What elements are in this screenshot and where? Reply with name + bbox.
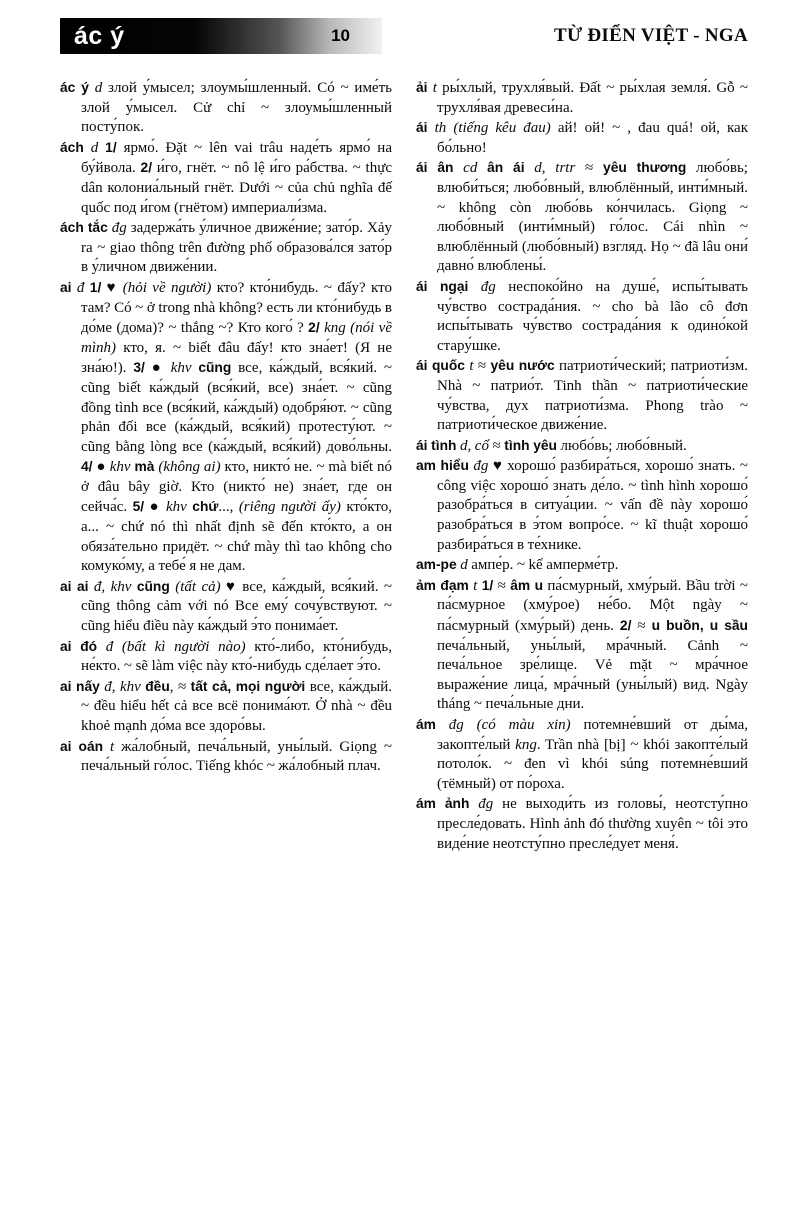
italic-label: t (427, 80, 443, 96)
italic-label: khv (109, 459, 135, 476)
italic-label: đg (107, 220, 131, 237)
bold-term: ái quốc (416, 358, 465, 374)
column-right (416, 78, 748, 854)
italic-label: d (88, 80, 109, 96)
bold-term: am hiểu (416, 458, 469, 474)
bold-term: ách tắc (60, 220, 108, 236)
bold-term: 1/ (105, 139, 117, 155)
dictionary-entry (416, 794, 748, 854)
bold-term: ai (60, 279, 72, 295)
dictionary-entry (416, 715, 748, 794)
definition-text: ≈ (492, 437, 505, 454)
italic-label: đ (71, 279, 90, 296)
definition-text: все, ка́ждый. ~ đều hiểu hết cả все всё понима́ют. Ở nhà ~ đều khoẻ mạnh до́ма все здоро́вы. (81, 678, 392, 734)
italic-label: đg (468, 458, 493, 475)
bold-term: đều (145, 678, 170, 694)
definition-text: ♥ хорошо́ разбира́ться, хорошо́ знать. ~ công việc хорошо́ знать де́ло. ~ tình hình хорошо́ разобра́ться в ситуа́ции. ~ vấn đề này хорошо́ разобра́ться в э́том вопро́се. ~ kĩ thuật хорошо́ разбира́ться в те́хнике. (437, 458, 749, 553)
bold-term: mà (134, 459, 155, 475)
italic-label: (hỏi về người) (122, 279, 212, 296)
bold-term: chứ (192, 499, 219, 515)
bold-term: ách (60, 139, 84, 155)
italic-label: (nói về mình) (81, 320, 392, 356)
page-number: 10 (331, 26, 350, 45)
italic-label: đ, khv (99, 678, 146, 695)
italic-label: khv (165, 499, 193, 516)
definition-text: задержа́ть у́личное движе́ние; зато́р. Xảy ra ~ giao thông trên đường phố образова́лся зато́р в у́личном движе́нии. (81, 220, 392, 276)
italic-label: d (83, 139, 106, 156)
bold-term: am-pe (416, 557, 457, 573)
dictionary-entry (60, 78, 392, 138)
bold-term: u buồn, u sầu (651, 618, 748, 634)
bold-term: ảm đạm (416, 577, 469, 593)
bold-term: ám ảnh (416, 796, 470, 812)
definition-text: ● (92, 459, 110, 476)
bold-term: ác ý (60, 80, 89, 95)
italic-label: đ (97, 638, 122, 655)
bold-term: ải (416, 80, 428, 95)
dictionary-entry (416, 356, 748, 435)
guide-word-band (60, 18, 382, 54)
bold-term: 5/ (132, 499, 145, 515)
definition-text: и́го, гнёт. ~ nô lệ и́го ра́бства. ~ thực dân колониа́льный гнёт. Dưới ~ của chủ nghĩa đế quốc под и́гом (гнётом) империали́зма. (81, 160, 392, 216)
definition-text: все, ка́ждый, вся́кий. ~ cũng biết ка́ждый (вся́кий, все) зна́ет. ~ cũng đồng tình все (вся́кий, ка́ждый) одобря́ют. ~ cũng phản đối все (ка́ждый, вся́кий) протесту́ют. ~ cũng bằng lòng все (ка́ждый, вся́кий) дово́льны. (81, 360, 392, 455)
bold-term: ân ái (487, 160, 525, 176)
italic-label: đg (468, 278, 509, 295)
book-title: TỪ ĐIỂN VIỆT - NGA (553, 25, 748, 46)
italic-label: đg (469, 796, 503, 813)
italic-label: khv (170, 360, 199, 377)
italic-label: th (427, 120, 454, 137)
definition-text: любо́вь; влюби́ться; любо́вный, влюблённый, инти́мный. ~ không còn любо́вь ко́нчилась. Giọng ~ любо́вный (инти́мный) го́лос. Cái nhìn ~ влюблённый (любо́вный) взгляд. Họ ~ đã lâu они́ давно́ влюблены́. (437, 160, 748, 275)
italic-label: (riêng người ấy) (238, 499, 341, 516)
definition-text: кто? кто́нибудь. ~ đấy? кто там? Có ~ ở trong nhà không? есть ли кто́нибудь в до́ме (дома)? ~ thắng ~? Кто кого́ ? (81, 279, 392, 337)
guide-word: ác ý (74, 21, 125, 50)
definition-text: кто́-либо, кто́нибудь, не́кто. ~ sẽ làm việc này кто́-нибудь сде́лает э́то. (81, 638, 392, 675)
bold-term: ai nấy (60, 678, 100, 694)
definition-text: ● (144, 499, 166, 516)
definition-text: ● (144, 360, 171, 377)
definition-text: потемне́вший от ды́ма, закопте́лый (437, 717, 748, 753)
bold-term: 2/ (140, 160, 153, 176)
dictionary-entry (416, 555, 748, 576)
definition-text: ..., (218, 499, 239, 516)
definition-text: . Trần nhà [bị] ~ khói закопте́лый потоло́к. ~ đen vì khói súng потемне́вший (тёмный) от по́роха. (437, 736, 748, 792)
dictionary-entry (60, 138, 392, 218)
bold-term: âm u (510, 577, 544, 593)
bold-term: ai ai (60, 578, 89, 594)
dictionary-entry (60, 737, 392, 777)
definition-text: кто́кто, а... ~ chứ nó thì nhất định sẽ đến кто́кто, а он обяза́тельно придёт. ~ chứ mày thì tao không cho комуко́му, а тебе́ я не дам. (81, 499, 392, 575)
bold-term: ái ngại (416, 278, 469, 294)
italic-label: kng (515, 736, 537, 753)
dictionary-entry (60, 677, 392, 737)
italic-label: (bất kì người nào) (121, 638, 246, 655)
definition-text: печа́льный, уны́лый, мра́чный. Cảnh ~ печа́льное зре́лище. Vẻ mặt ~ мра́чное выраже́ние лица́, мра́чный (уны́лый) вид. Ngày tháng ~ печа́льные дни. (437, 637, 748, 713)
italic-label: kng (319, 320, 351, 337)
italic-label: d, trtr (524, 160, 586, 177)
column-left (60, 78, 392, 854)
bold-term: ái tình (416, 437, 457, 453)
bold-term: 2/ (308, 320, 320, 336)
dictionary-entry (416, 436, 748, 457)
definition-text: па́смурный, хму́рый. Bầu trời ~ па́смурное (хму́рое) не́бо. Một ngày ~ па́смурный (хму́рый) день. (437, 577, 748, 635)
dictionary-entry (416, 277, 748, 356)
bold-term: yêu thương (603, 160, 687, 176)
definition-text: ≈ (477, 358, 491, 375)
bold-term: 4/ (81, 459, 93, 475)
bold-term: ái ân (416, 160, 454, 176)
italic-label: (có màu xin) (476, 717, 571, 733)
bold-term: 2/ (619, 618, 632, 634)
italic-label: đg (435, 717, 477, 733)
dictionary-entry (416, 118, 748, 158)
italic-label: d (456, 557, 472, 574)
dictionary-body (0, 54, 800, 884)
bold-term: ai oán (60, 738, 104, 754)
dictionary-entry (416, 158, 748, 277)
dictionary-entry (416, 78, 748, 118)
italic-label: đ, khv (88, 578, 137, 595)
page-header (0, 0, 800, 54)
bold-term: tình yêu (504, 437, 557, 453)
definition-text: ♥ (101, 279, 123, 296)
italic-label: (tiếng kêu đau) (453, 120, 551, 137)
bold-term: tất cả, mọi người (190, 678, 306, 694)
italic-label: (tất cả) (175, 578, 221, 595)
definition-text: любо́вь; любо́вный. (557, 437, 687, 454)
definition-text: ≈ (585, 160, 604, 177)
italic-label: t (468, 577, 482, 594)
definition-text: кто, я. ~ biết đâu đấy! кто зна́ет! (Я не зна́ю!). (81, 339, 392, 377)
definition-text: патриоти́ческий; патриоти́зм. Nhà ~ патрио́т. Tinh thần ~ патриоти́ческие чу́вства, дух патриоти́зма. Phong trào ~ патриоти́ческое движе́ние. (437, 358, 748, 434)
dictionary-entry (416, 456, 748, 555)
bold-term: cũng (136, 578, 170, 594)
bold-term: 1/ (89, 279, 102, 295)
definition-text: кто, никто́ не. ~ mà biết nó ở đâu bây giờ. Кто (никто́ не) зна́ет, где он сейча́с. (81, 459, 392, 516)
bold-term: ai đó (60, 638, 98, 654)
bold-term: cũng (198, 360, 232, 376)
definition-text: ры́хлый, трухля́вый. Đất ~ ры́хлая земля́. Gỗ ~ трухля́вая древеси́на. (437, 80, 748, 116)
definition-text: ярмо́. Đặt ~ lên vai trâu наде́ть ярмо́ на бу́йвола. (81, 139, 392, 177)
dictionary-entry (60, 577, 392, 637)
italic-label: d, cổ (456, 437, 493, 454)
definition-text: ампе́р. ~ kế амперме́тр. (471, 557, 619, 574)
definition-text: , ≈ (169, 678, 191, 695)
italic-label: t (103, 738, 122, 755)
italic-label: t (464, 358, 478, 375)
bold-term: ám (416, 717, 436, 732)
dictionary-entry (60, 637, 392, 677)
italic-label: cd (453, 160, 488, 177)
bold-term: 1/ (481, 577, 494, 593)
definition-text: неспоко́йно на душе́, испы́тывать чу́вство сострада́ния. ~ cho bà lão cô đơn испы́тывать чу́вство сострада́ния к одино́кой стару́шке. (437, 278, 748, 354)
dictionary-entry (60, 218, 392, 278)
definition-text: ай! ой! ~ , đau quá! ой, как бо́льно! (437, 120, 748, 156)
bold-term: ái (416, 120, 428, 136)
dictionary-entry (416, 576, 748, 715)
definition-text: жа́лобный, печа́льный, уны́лый. Giọng ~ печа́льный го́лос. Tiếng khóc ~ жа́лобный плач. (81, 738, 392, 775)
definition-text: ≈ (631, 618, 652, 635)
definition-text: ≈ (493, 577, 511, 594)
definition-text: злой у́мысел; злоумы́шленный. Có ~ име́ть злой у́мысел. Cử chỉ ~ злоумы́шленный посту́пок. (81, 80, 392, 136)
bold-term: 3/ (133, 360, 145, 376)
bold-term: yêu nước (490, 358, 555, 374)
definition-text: ♥ все, ка́ждый, вся́кий. ~ cũng thông cảm với nó Все ему́ сочу́вствуют. ~ cũng hiểu điều này ка́ждый э́то понима́ет. (81, 578, 392, 635)
definition-text: не выходи́ть из головы́, неотсту́пно пресле́довать. Hình ảnh đó thường xuyên ~ tôi это виде́ние неотсту́пно пресле́дует меня́. (437, 796, 749, 852)
dictionary-entry (60, 278, 392, 577)
italic-label: (không ai) (158, 459, 221, 476)
